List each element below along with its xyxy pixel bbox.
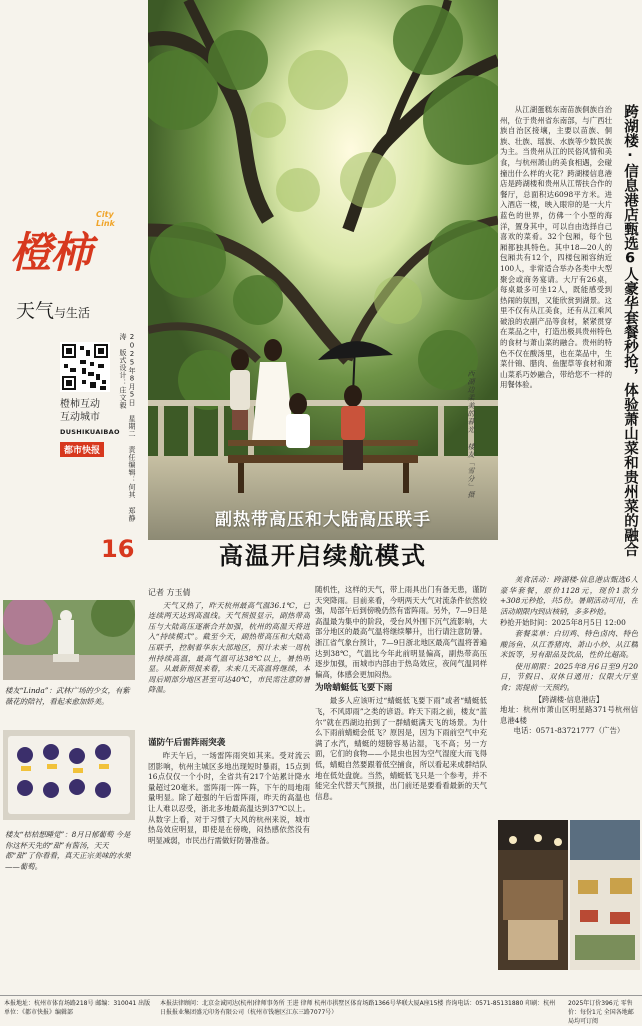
brand-logo: 橙柿 xyxy=(10,228,91,277)
promo-usage: 使用期限：2025年8月6日至9月20日，节假日、双休日通用；仅限大厅堂食；需提前一天预约。 xyxy=(500,661,638,692)
headline-block xyxy=(148,505,498,571)
section2-title: 为啥蜻蜓低飞要下雨 xyxy=(315,683,393,694)
section-title-life: 与生活 xyxy=(54,306,91,320)
paper-name xyxy=(60,438,104,457)
photo-caption: 西湖边柔美的暮光 楼友「雪分」摄 xyxy=(467,370,475,499)
brand-tag: City Link xyxy=(96,210,115,228)
footer-left: 本报地址：杭州市体育场路218号 邮编：310041 出版单位：《都市快报》编辑部 xyxy=(4,1000,151,1016)
byline: 记者 方玉倩 xyxy=(148,588,191,597)
promo-block xyxy=(500,575,638,790)
section1 xyxy=(148,735,310,990)
section-title-weather: 天气 xyxy=(16,300,55,322)
lede-column xyxy=(148,588,310,733)
promo-phone: 电话：0571-83721777（广告） xyxy=(513,726,625,736)
section2-body: 最多人应该听过“蜻蜓低飞要下雨”或者“蜻蜓低飞，不风即雨”之类的谚语。昨天下雨之前，楼友“蓝尔”就在西湖边拍到了一群蜻蜓满天飞的场景。为什么下雨前蜻蜓会低飞？原因是，因为下雨前空气中充满了水汽，蜻蜓的翅膀容易沾湿，飞不高；另一方面，它们的食物——小昆虫也因为空气湿度大而飞得低，蜻蜓自然要跟着低空捕食，所以看起来成群结队地在低处盘旋。当然，蜻蜓低飞只是一个参考，并不能完全代替天气预报，出门前还是要看看最新的天气信息。 xyxy=(315,696,487,801)
promo-store: 【跨湖楼·信息港店】 xyxy=(534,694,604,704)
section1-body: 昨天午后，一场雷阵雨突如其来。受对流云团影响，杭州主城区多地出现短时暴雨，15点到16点仅仅一个小时，全省共有217个站累计降水量超过20毫米。雷阵雨一阵一阵，下午的局地雨量明显。除了超强的午后雷阵雨，昨天的高温也让人难以忍受，浙北多地最高温达到37℃以上。从数字上看，对于习惯了大风的杭州来说，城市热岛效应明显，即使是在傍晚，闷热感依然没有明显减弱，市民出行需做好防暑准备。 xyxy=(148,751,310,845)
page-number: 16 xyxy=(101,535,135,563)
footer-right: 2025年订价396元 零售价：每份1元 全国各地邮局均可订阅 xyxy=(568,1000,634,1025)
promo-time: 秒抢开始时间：2025年8月5日 12:00 xyxy=(500,618,626,628)
column2 xyxy=(315,585,487,990)
right-story-body xyxy=(500,105,612,570)
restaurant-photo-2 xyxy=(570,820,640,970)
story-headline: 高温开启续航模式 xyxy=(219,542,427,570)
story-subtitle: 副热带高压和大陆高压联手 xyxy=(215,510,431,530)
promo-intro: 美食活动：跨湖楼·信息港店甄选6人豪华套餐，原价1128元，现价1款分+308元秒抢，共5份。暑期活动可用，在活动期限内到店核销，多多秒抢。 xyxy=(500,575,638,616)
sidebar-photo-1 xyxy=(3,600,135,680)
sidebar-photo-2 xyxy=(3,730,135,820)
qr-caption-line2: 互动城市 xyxy=(60,412,100,423)
promo-menu: 套餐菜单：白切鸡、特色卤肉、特色酸汤鱼、从江香猪肉、萧山小炒、从江糯米饭等，另有甜品及饮品，性价比超高。 xyxy=(500,628,638,660)
restaurant-photo-1 xyxy=(498,820,568,970)
lede-text: 天气又热了，昨天杭州最高气温36.1℃，已连续两天达到高温线。天气预报显示，副热带高压与大陆高压逐渐合并加强，杭州的高温天将进入“持续模式”。截至今天，副热带高压和大陆高压联手，控制着华东大部地区，预计未来一周杭州持续高温，最高气温可达38℃以上，暑热明显。从最新预报来看，未来几天高温将继续，本周后期部分地区甚至可达40℃，市民需注意防暑降温。 xyxy=(148,600,310,695)
paper-name-label: 都市快报 xyxy=(60,442,104,457)
footer-middle: 本报法律顾问：北京金诚同达(杭州)律师事务所 王进 律师 杭州市拱墅区体育场路1366号华联大厦A座15楼 咨询电话：0571-85131880 印刷：杭州日报报业集团盛元印务有限公司（杭州市钱塘区江东三路7077号） xyxy=(160,1000,556,1016)
right-headline: 跨湖楼·信息港店甄选6人豪华套餐秒抢，体验萧山菜和贵州菜的融合 xyxy=(622,104,638,557)
paper-pinyin: DUSHIKUAIBAO xyxy=(60,428,120,436)
sidebar-caption-1: 楼友“Linda”：武林广场的少女，有紫薇花的陪衬，看起来愈加娇美。 xyxy=(5,686,130,706)
qr-code[interactable] xyxy=(60,342,110,392)
section-title xyxy=(16,296,90,323)
main-photo xyxy=(148,0,498,540)
right-story-text: 从江湖蛋糕东南苗族侗族自治州，位于贵州省东南部，与广西壮族自治区接壤，主要以苗族、侗族、壮族、瑶族、水族等少数民族为主。当贵州从江的民俗风情和美食，与杭州萧山的美食相遇，会碰撞出什么样的火花？跨湖楼信息港店是跨湖楼和贵州从江帮扶合作的餐厅，总面积达6098平方米。进入酒店一楼，映入眼帘的是一大片蓝色的世界，仿佛一个小型的海洋，置身其中，可以自由选择自己喜欢的菜肴。32个包厢，每个包厢都独具特色。其中18—20人的包厢共有12个，四楼包厢容纳近100人，非常适合举办各类中大型聚会或商务宴请。大厅有26桌，每桌最多可坐12人，既能感受到热闹的氛围，又能欣赏到湖景。这里不仅有从江美食，还有从江乘风破浪的农副产品等食材，紧紧贯穿在菜品之中，打造出极具贵州特色的食材与萧山菜的融合。贵州的特色不仅在酸汤里，也在菜品中，生菜什锦、腊肉、鱼腥草等食材和萧山菜系巧妙融合，带给您不一样的用餐体验。 xyxy=(500,105,612,390)
date-line: 2025年8月5日 星期二 责任编辑：何其 郑静涛 版式设计：庄文毅 xyxy=(119,333,136,522)
sidebar-caption-2: 楼友“桔桔想睡觉”：8月日郁葡萄 今是你这杯天先的“甜”有酱汤，天天都“甜”了你看看，真天正宗美味的水果——葡萄。 xyxy=(5,830,131,871)
qr-code-icon xyxy=(60,342,110,392)
qr-caption-line1: 橙柿互动 xyxy=(60,399,100,410)
promo-address: 地址：杭州市萧山区明星路371号杭州信息港4楼 xyxy=(500,705,638,725)
footer xyxy=(0,995,642,1025)
section1-title: 谨防午后雷阵雨突袭 xyxy=(148,738,226,748)
column2-body: 随机性，这样的天气，带上雨具出门有备无患，谨防天突降雨。目前来看，今明两天大气对流条件依然较强，局部午后到傍晚仍然有雷阵雨。另外，7—9日是高温最为集中的阶段，受台风外围下沉气流影响，大部分地区的最高气温将继续攀升，出行请注意防暑。浙江省气象台预计，7—9日浙北地区最高气温将普遍达到38℃，气温比今年此前明显偏高，副热带高压逐步加强，而城市内部由于热岛效应，夜间气温同样偏高，体感会更加闷热。 xyxy=(315,585,487,679)
